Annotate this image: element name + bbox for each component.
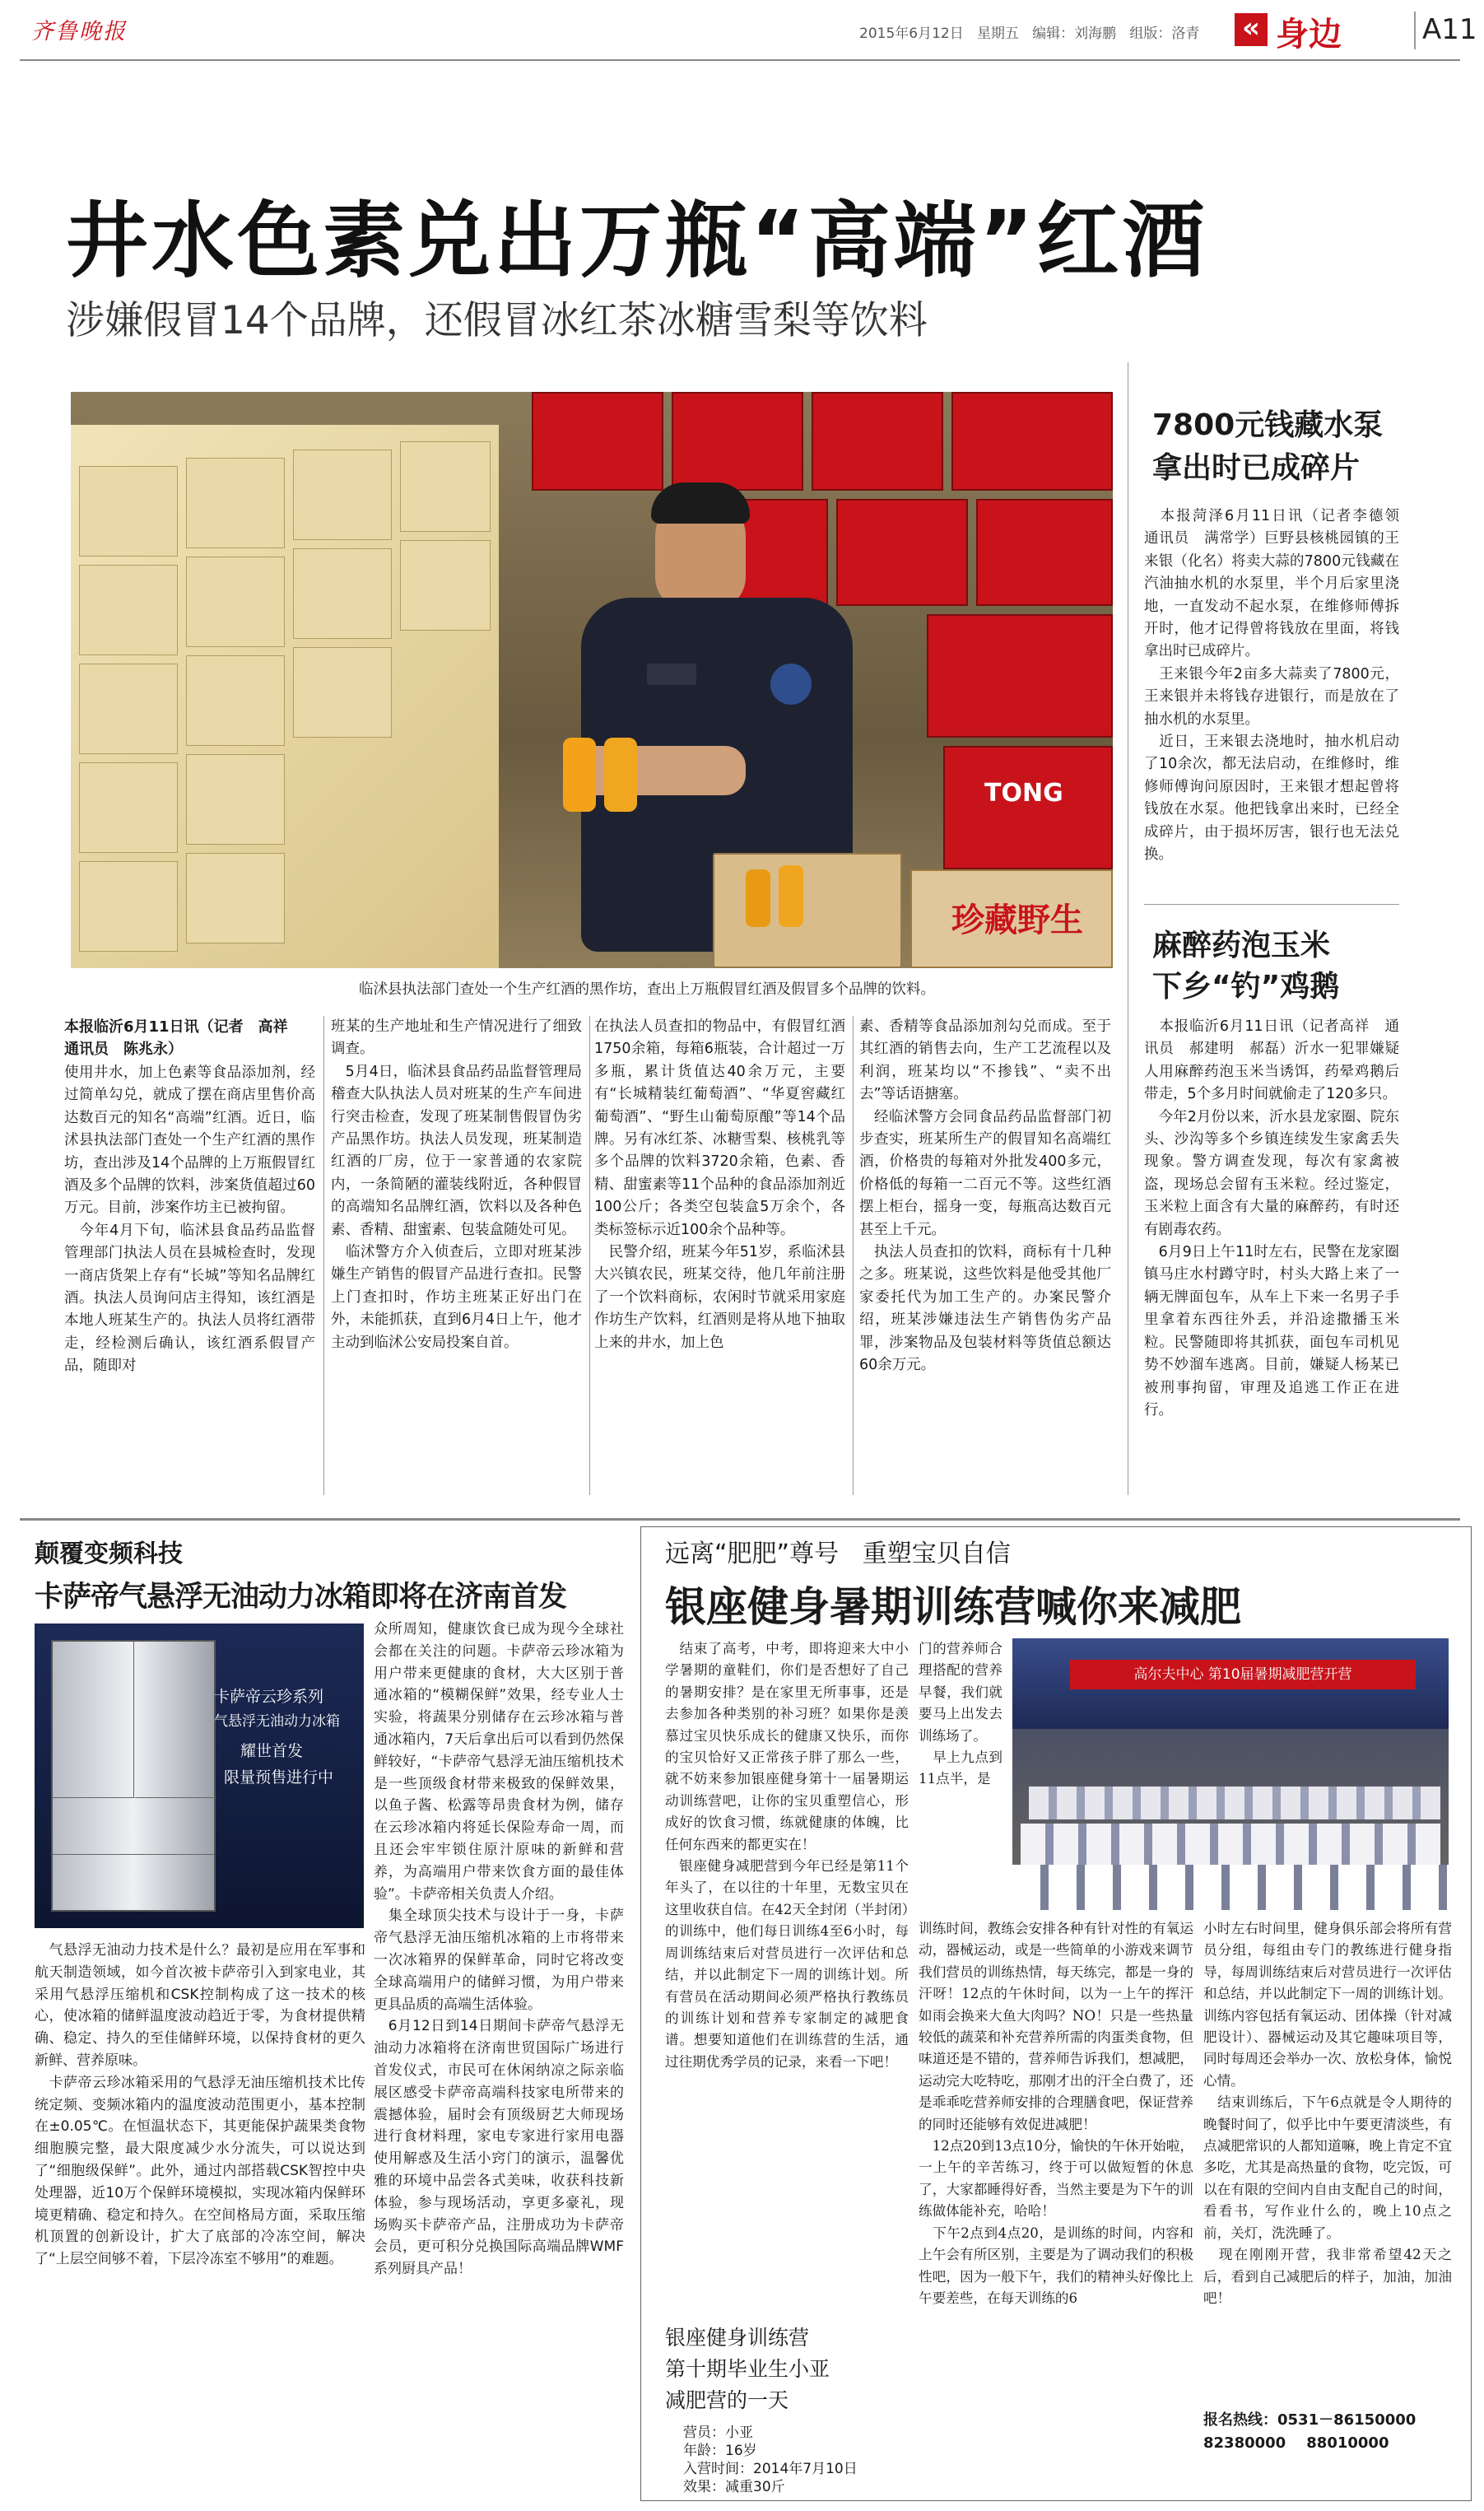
main-story-col4: 素、香精等食品添加剂勾兑而成。至于其红酒的销售去向，生产工艺流程以及利润，班某均以“不掺钱”、“卖不出去”等话语搪塞。 经临沭警方会同食品药品监督部门初步查实，班某所生产的假冒知名高端红酒，价格贵的每箱对外批发400多元，价格低的每箱一二百元不等。这些红酒摆上柜台，摇身一变，每瓶高达数百元甚至上千元。 执法人员查扣的饮料，商标有十几种之多。班某说，这些饮料是他受其他厂家委托代为加工生产的。办案民警介绍，班某涉嫌违法生产销售伪劣产品罪，涉案物品及包装材料等货值总额达60余万元。 (859, 1018, 1111, 1374)
section-divider (1414, 12, 1416, 49)
gym-profile-result: 效果：减重30斤 (683, 2479, 785, 2495)
side2-title-line1: 麻醉药泡玉米 (1152, 929, 1331, 962)
gym-subhead-2: 第十期毕业生小亚 (665, 2357, 830, 2381)
newspaper-logo: 齐鲁晚报 (31, 19, 127, 44)
gym-ad-col1: 结束了高考，中考，即将迎来大中小学暑期的童鞋们，你们是否想好了自己的暑期安排？是在家里无所事事，还是去参加各种类别的补习班？如果你是羡慕过宝贝快乐成长的健康又快乐，而你的宝贝恰好又正常孩子胖了那么一些，就不妨来参加银座健身第十一届暑期运动训练营吧，让你的宝贝重塑信心，形成好的饮食习惯，练就健康的体魄，比任何东西来的都更实在！ 银座健身减肥营到今年已经是第11个年头了，在以往的十年里，无数宝贝在这里收获自信。在42天全封闭（半封闭）的训练中，他们每日训练4至6小时，每周训练结束后对营员进行一次评估和总结，并以此制定下一周的训练计划。所有营员在活动期间必须严格执行教练员的训练计划和营养专家制定的减肥食谱。想要知道他们在训练营的生活，通过往期优秀学员的记录，来看一下吧！ (665, 1641, 909, 2070)
gym-phone (1203, 2409, 1452, 2455)
fridge-ad-image (35, 1624, 364, 1928)
side2-title-line2: 下乡“钓”鸡鹅 (1152, 970, 1340, 1004)
fridge-ad-text-right: 众所周知，健康饮食已成为现今全球社会都在关注的问题。卡萨帝云珍冰箱为用户带来更健康的食材，大大区别于普通冰箱的“模糊保鲜”效果，经专业人士实验，将蔬果分别储存在云珍冰箱与普通冰箱内，7天后拿出后可以看到仍然保鲜较好，“卡萨帝气悬浮无油压缩机技术是一些顶级食材带来极致的保鲜效果，以鱼子酱、松露等昂贵食材为例，储存在云珍冰箱内将延长保险寿命一周，而且还会牢牢锁住原汁原味的新鲜和营养，为高端用户带来饮食方面的最佳体验”。卡萨帝相关负责人介绍。 集全球顶尖技术与设计于一身，卡萨帝气悬浮无油压缩机冰箱的上市将带来一次冰箱界的保鲜革命，同时它将改变全球高端用户的储鲜习惯，为用户带来更具品质的高端生活体验。 6月12日到14日期间卡萨帝气悬浮无油动力冰箱将在济南世贸国际广场进行首发仪式，市民可在休闲纳凉之际亲临展区感受卡萨帝高端科技家电所带来的震撼体验，届时会有顶级厨艺大师现场进行食材料理，家电专家进行家用电器使用解惑及生活小窍门的演示，温馨优雅的环境中品尝各式美味，收获科技新体验，参与现场活动，享更多豪礼，现场购买卡萨帝产品，注册成功为卡萨帝会员，更可积分兑换国际高端品牌WMF系列厨具产品！ (374, 1621, 624, 2278)
fridge-ad-text-left: 气悬浮无油动力技术是什么？最初是应用在军事和航天制造领域，如今首次被卡萨帝引入到家电业，其采用气悬浮压缩机和CSK控制构成了这一技术的核心，使冰箱的储鲜温度波动趋近于零，为食材提供精确、稳定、持久的至佳储鲜环境，以保持食材的更久新鲜、营养原味。 卡萨帝云珍冰箱采用的气悬浮无油压缩机技术比传统定频、变频冰箱内的温度波动范围更小，基本控制在±0.05℃。在恒温状态下，其更能保护蔬果类食物细胞膜完整，最大限度减少水分流失，可以说达到了“细胞级保鲜”。此外，通过内部搭载CSK智控中央处理器，近10万个保鲜环境模拟，实现冰箱内保鲜环境更精确、稳定和持久。在空间格局方面，采取压缩机顶置的创新设计，扩大了底部的冷冻空间，解决了“上层空间够不着，下层冷冻室不够用”的难题。 (35, 1942, 365, 2268)
subheadline: 涉嫌假冒14个品牌，还假冒冰红茶冰糖雪梨等饮料 (66, 298, 928, 343)
photo-caption: 临沭县执法部门查处一个生产红酒的黑作坊，查出上万瓶假冒红酒及假冒多个品牌的饮料。 (359, 981, 935, 998)
crate-label: TONG (984, 779, 1063, 808)
gym-subhead-3: 减肥营的一天 (665, 2388, 789, 2412)
side2-body: 本报临沂6月11日讯（记者高祥 通讯员 郝建明 郝磊）沂水一犯罪嫌疑人用麻醉药泡玉米当诱饵，药晕鸡鹅后带走，5个多月时间就偷走了120多只。 今年2月份以来，沂水县龙家圈、院东头、沙沟等多个乡镇连续发生家禽丢失现象。警方调查发现，每次有家禽被盗，现场总会留有玉米粒。经过鉴定，玉米粒上面含有大量的麻醉药，有时还有剧毒农药。 6月9日上午11时左右，民警在龙家圈镇马庄水村蹲守时，村头大路上来了一辆无牌面包车，从车上下来一名男子手里拿着东西往外丢，并沿途撒播玉米粒。民警随即将其抓获，面包车司机见势不妙溜车逃离。目前，嫌疑人杨某已被刑事拘留，审理及追逃工作正在进行。 (1144, 1018, 1399, 1419)
fridge-ad-line4: 限量预售进行中 (224, 1768, 334, 1787)
headline: 井水色素兑出万瓶“高端”红酒 (66, 193, 1208, 289)
fridge-ad-kicker: 颠覆变频科技 (35, 1540, 183, 1568)
gym-profile-date: 入营时间：2014年7月10日 (683, 2461, 858, 2477)
gym-profile-age: 年龄：16岁 (683, 2443, 757, 2459)
section-rule (20, 1518, 1460, 1521)
phone-number-3: 88010000 (1306, 2434, 1389, 2452)
main-story-col3: 在执法人员查扣的物品中，有假冒红酒1750余箱，每箱6瓶装，合计超过一万多瓶，累计货值达40余万元，主要有“长城精装红葡萄酒”、“华夏窖藏红葡萄酒”、“野生山葡萄原酿”等14个品牌。另有冰红茶、冰糖雪梨、核桃乳等多个品牌的饮料3720余箱，色素、香精、甜蜜素等11个品种的食品添加剂近100公斤；各类空包装盒5万余个，各类标签标示近100余个品种等。 民警介绍，班某今年51岁，系临沭县大兴镇农民，班某交待，他几年前注册了一个饮料商标，农闲时节就采用家庭作坊生产饮料，红酒则是将从地下抽取上来的井水，加上色 (594, 1018, 845, 1351)
gym-ad-photo (1012, 1638, 1449, 1910)
gym-subhead-1: 银座健身训练营 (665, 2326, 810, 2350)
main-story-col2: 班某的生产地址和生产情况进行了细致调查。 5月4日，临沭县食品药品监督管理局稽查大队执法人员对班某的生产车间进行突击检查，发现了班某制售假冒伪劣产品黑作坊。执法人员发现，班某制造红酒的厂房，位于一家普通的农家院内，一条简陋的灌装线附近，各种假冒的高端知名品牌红酒，饮料以及各种色素、香精、甜蜜素、包装盒随处可见。 临沭警方介入侦查后，立即对班某涉嫌生产销售的假冒产品进行查扣。民警上门查扣时，作坊主班某正好出门在外，未能抓获，直到6月4日上午，他才主动到临沭公安局投案自首。 (331, 1018, 582, 1351)
designer-credit: 组版：洛青 (1129, 26, 1200, 42)
gym-ad-col3: 小时左右时间里，健身俱乐部会将所有营员分组，每组由专门的教练进行健身指导，每周训练结束后对营员进行一次评估和总结，并以此制定下一周的训练计划。训练内容包括有氧运动、团体操（针对减肥设计）、器械运动及其它趣味项目等，同时每周还会举办一次、放松身体，愉悦心情。 结束训练后，下午6点就是令人期待的晚餐时间了，似乎比中午要更清淡些，有点减肥常识的人都知道嘛，晚上肯定不宜多吃，尤其是高热量的食物，吃完饭，可以在有限的空间内自由支配自己的时间，看看书，写作业什么的，晚上10点之前，关灯，洗洗睡了。 现在刚刚开营，我非常希望42天之后，看到自己减肥后的样子，加油，加油吧！ (1203, 1921, 1452, 2306)
gym-kicker-b: 重塑宝贝自信 (862, 1540, 1011, 1568)
gym-ad-kicker (665, 1533, 1011, 1569)
box-label: 珍藏野生 (951, 901, 1083, 939)
main-story-byline: 本报临沂6月11日讯（记者 高祥 通讯员 陈兆永） (64, 1018, 303, 1058)
masthead-rule (20, 59, 1460, 61)
column-rule (323, 1016, 324, 1495)
column-rule (589, 1016, 590, 1495)
phone-number-1: 0531－86150000 (1277, 2411, 1417, 2429)
masthead-info (859, 21, 1199, 42)
fridge-ad-line2: 气悬浮无油动力冰箱 (214, 1713, 340, 1730)
main-photo (71, 392, 1113, 968)
main-story-col1: 使用井水，加上色素等食品添加剂，经过简单勾兑，就成了摆在商店里售价高达数百元的知名“高端”红酒。近日，临沭县执法部门查处一个生产红酒的黑作坊，查出涉及14个品牌的上万瓶假冒红酒及多个品牌的饮料，涉案货值超过60万元。目前，涉案作坊主已被拘留。 今年4月下旬，临沭县食品药品监督管理部门执法人员在县城检查时，发现一商店货架上存有“长城”等知名品牌红酒。执法人员询问店主得知，该红酒是本地人班某生产的。执法人员将红酒带走，经检测后确认，该红酒系假冒产品，随即对 (64, 1064, 315, 1375)
side-separator (1144, 904, 1399, 905)
gym-profile (683, 2424, 930, 2496)
editor-credit: 编辑：刘海鹏 (1032, 26, 1117, 42)
gym-ad-col2: 训练时间，教练会安排各种有针对性的有氧运动，器械运动，或是一些简单的小游戏来调节我们营员的训练热情，每天练完，都是一身的汗呀！12点的午休时间，以为一上午的挥汗如雨会换来大鱼大肉吗？NO！只是一些热量较低的蔬菜和补充营养所需的肉蛋类食物，但味道还是不错的，营养师告诉我们，想减肥，运动完大吃特吃，那刚才出的汗全白费了，还是乖乖吃营养师安排的合理膳食吧，保证营养的同时还能够有效促进减肥！ 12点20到13点10分，愉快的午休开始啦，一上午的辛苦练习，终于可以做短暂的休息了，大家都睡得好香，当然主要是为下午的训练做体能补充，哈哈！ 下午2点到4点20，是训练的时间，内容和上午会有所区别，主要是为了调动我们的积极性吧，因为一般下午，我们的精神头好像比上午要差些，在每天训练的6 (919, 1921, 1193, 2306)
column-rule (853, 1016, 854, 1495)
fridge-icon (51, 1640, 216, 1912)
phone-number-2: 82380000 (1203, 2434, 1286, 2452)
gym-kicker-a: 远离“肥肥”尊号 (665, 1540, 840, 1568)
fridge-ad-title: 卡萨帝气悬浮无油动力冰箱即将在济南首发 (35, 1581, 567, 1614)
fridge-ad-line3: 耀世首发 (240, 1742, 304, 1760)
gym-banner: 高尔夫中心 第10届暑期减肥营开营 (1070, 1660, 1416, 1689)
gym-ad-title: 银座健身暑期训练营喊你来减肥 (665, 1583, 1241, 1631)
section-name: 身边 (1276, 16, 1342, 54)
section-arrow-icon: « (1235, 13, 1268, 46)
page-number: A11 (1422, 13, 1477, 46)
side1-title-line1: 7800元钱藏水泵 (1152, 408, 1384, 442)
fridge-ad-line1: 卡萨帝云珍系列 (214, 1688, 324, 1706)
issue-weekday: 星期五 (976, 26, 1019, 42)
side1-body: 本报菏泽6月11日讯（记者李德领 通讯员 满常学）巨野县核桃园镇的王来银（化名）将卖大蒜的7800元钱藏在汽油抽水机的水泵里，半个月后家里浇地，一直发动不起水泵，在维修师傅拆开时，他才记得曾将钱放在里面，将钱拿出时已成碎片。 王来银今年2亩多大蒜卖了7800元，王来银并未将钱存进银行，而是放在了抽水机的水泵里。 近日，王来银去浇地时，抽水机启动了10余次，都无法启动，在维修时，维修师傅询问原因时，王来银才想起曾将钱放在水泵。他把钱拿出来时，已经全成碎片，由于损坏厉害，银行也无法兑换。 (1144, 508, 1399, 864)
gym-ad-col2-top: 门的营养师合理搭配的营养早餐，我们就要马上出发去训练场了。 早上九点到11点半，是 (919, 1641, 1003, 1787)
side1-title-line2: 拿出时已成碎片 (1152, 451, 1361, 485)
gym-profile-name: 营员：小亚 (683, 2425, 753, 2441)
phone-label: 报名热线： (1203, 2411, 1277, 2429)
issue-date: 2015年6月12日 (859, 26, 964, 42)
